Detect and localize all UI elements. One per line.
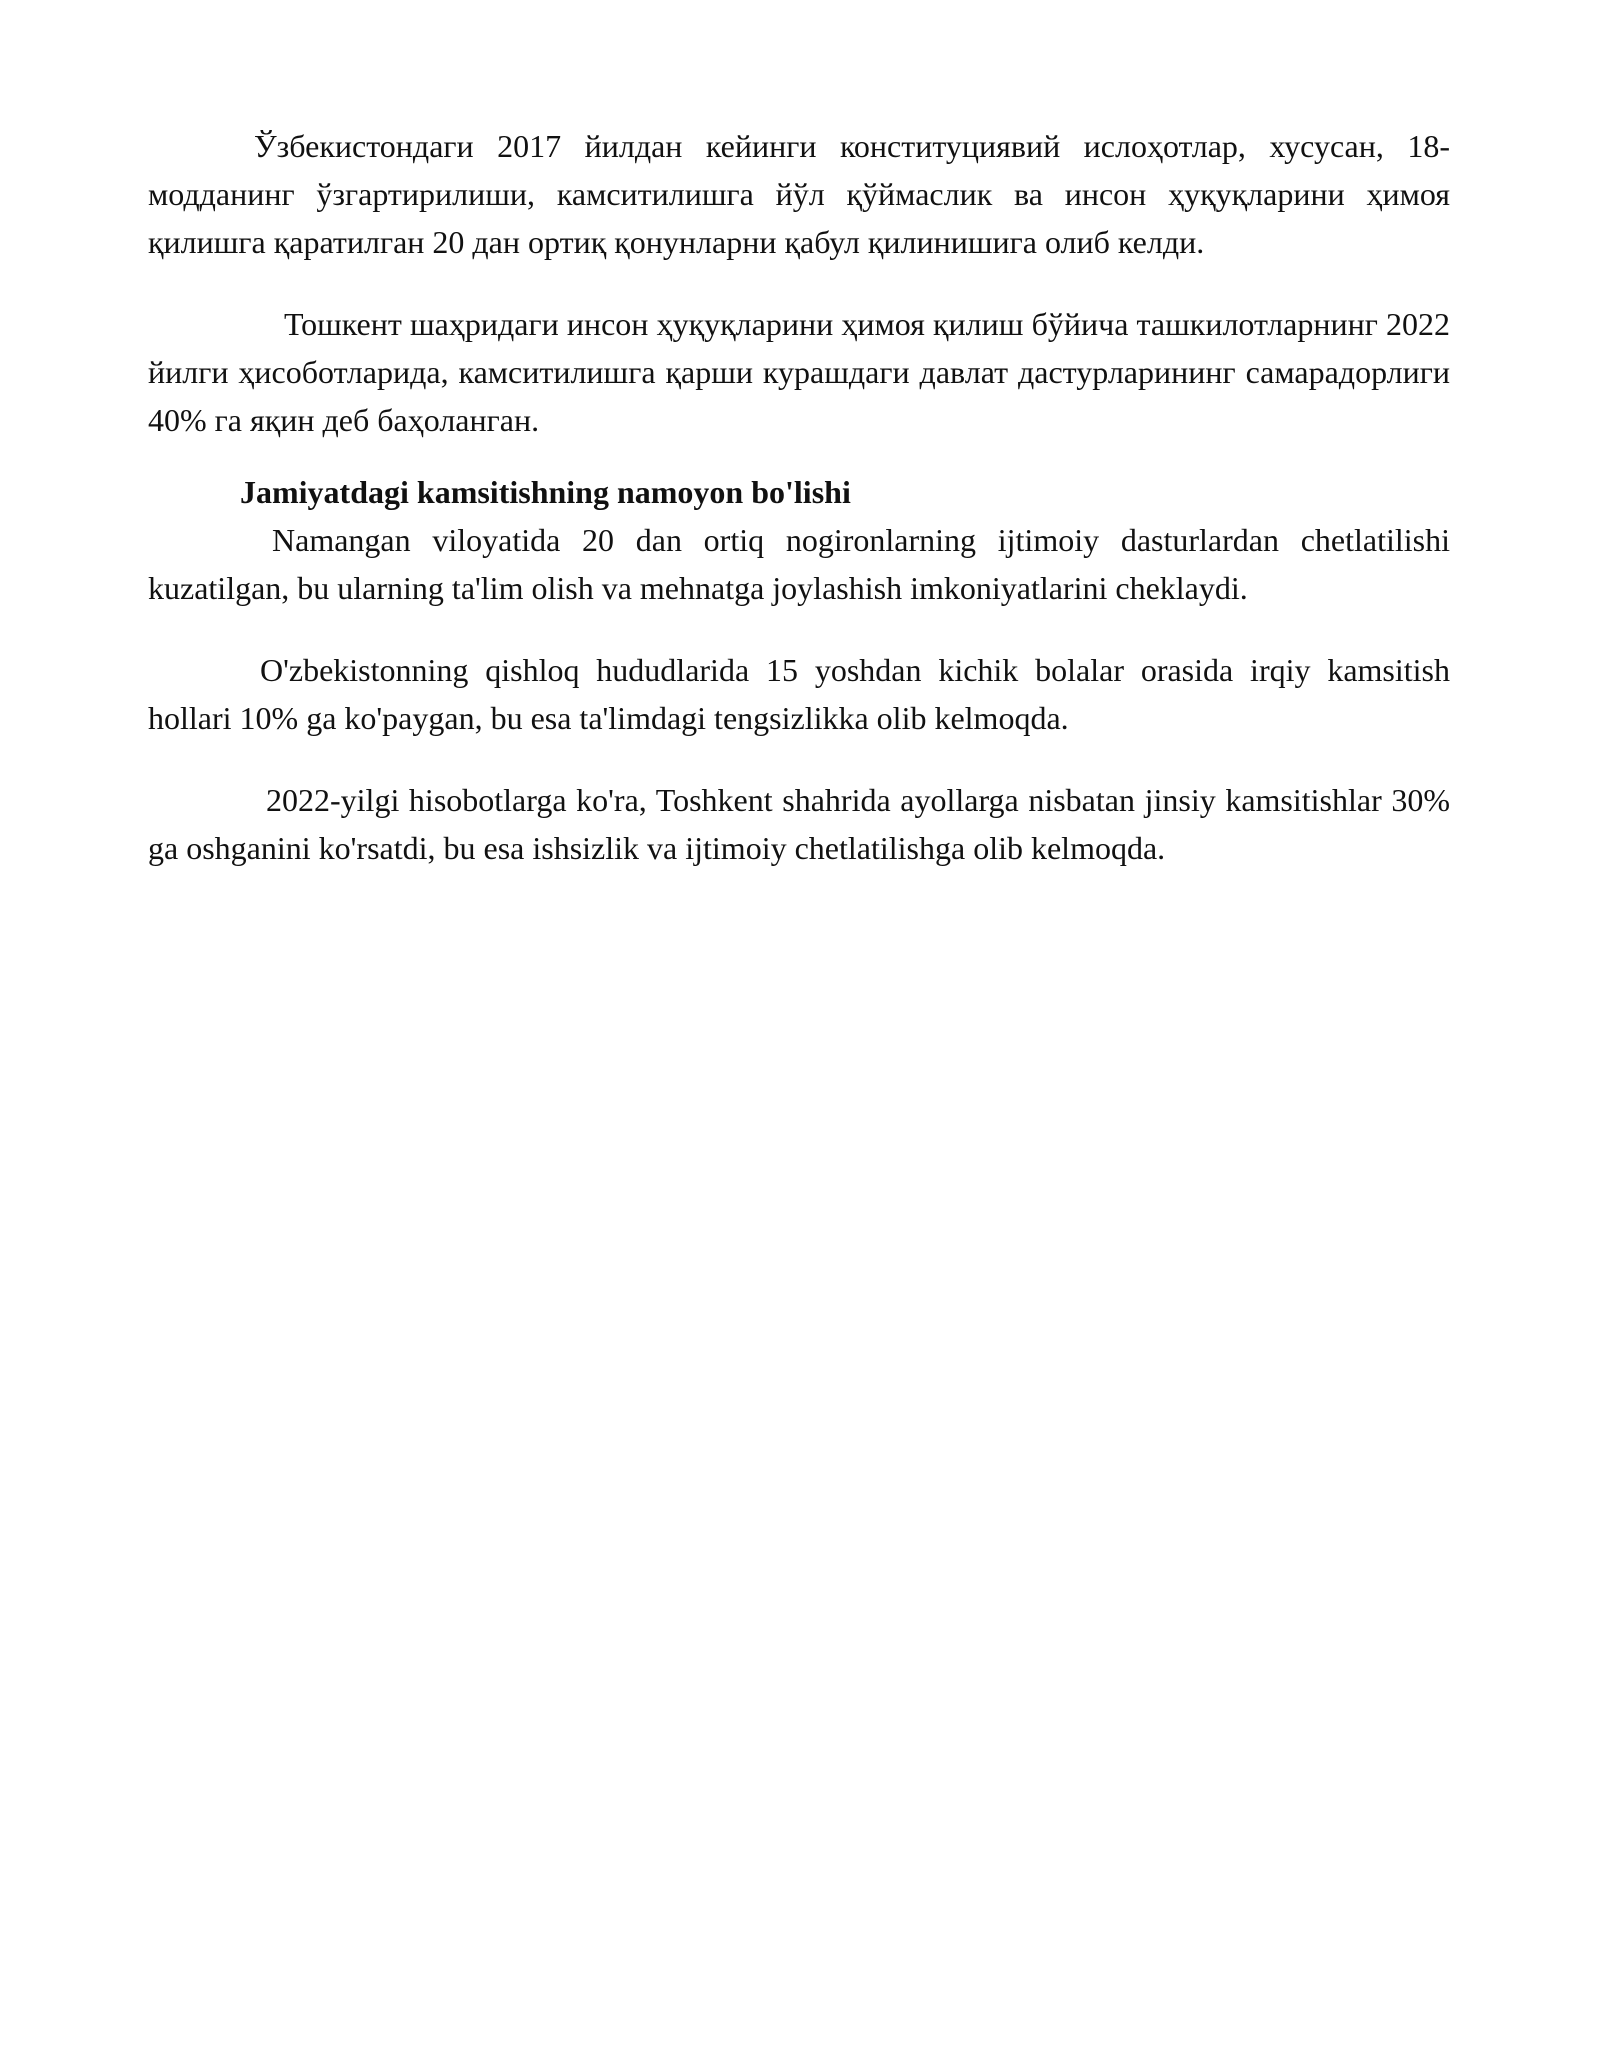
section-heading: Jamiyatdagi kamsitishning namoyon bo'lishi xyxy=(240,474,851,510)
document-body xyxy=(148,122,1450,872)
paragraph-rural-children: O'zbekistonning qishloq hududlarida 15 yoshdan kichik bolalar orasida irqiy kamsitish hollari 10% ga ko'paygan, bu esa ta'limdagi tengsizlikka olib kelmoqda. xyxy=(148,652,1450,736)
paragraph-namangan: Namangan viloyatida 20 dan ortiq nogironlarning ijtimoiy dasturlardan chetlatilishi kuzatilgan, bu ularning ta'lim olish va mehnatga joylashish imkoniyatlarini cheklaydi. xyxy=(148,522,1450,606)
paragraph-constitutional-reforms: Ўзбекистондаги 2017 йилдан кейинги конституциявий ислоҳотлар, хусусан, 18-модданинг ўзгартирилиши, камситилишга йўл қўймаслик ва инсон ҳуқуқларини ҳимоя қилишга қаратилган 20 дан ортиқ қонунларни қабул қилинишига олиб келди. xyxy=(148,128,1450,260)
paragraph-gender-discrimination: 2022-yilgi hisobotlarga ko'ra, Toshkent shahrida ayollarga nisbatan jinsiy kamsitishlar 30% ga oshganini ko'rsatdi, bu esa ishsizlik va ijtimoiy chetlatilishga olib kelmoqda. xyxy=(148,782,1450,866)
paragraph-tashkent-reports: Тошкент шаҳридаги инсон ҳуқуқларини ҳимоя қилиш бўйича ташкилотларнинг 2022 йилги ҳисоботларида, камситилишга қарши курашдаги давлат дастурларининг самарадорлиги 40% га яқин деб баҳоланган. xyxy=(148,306,1450,438)
